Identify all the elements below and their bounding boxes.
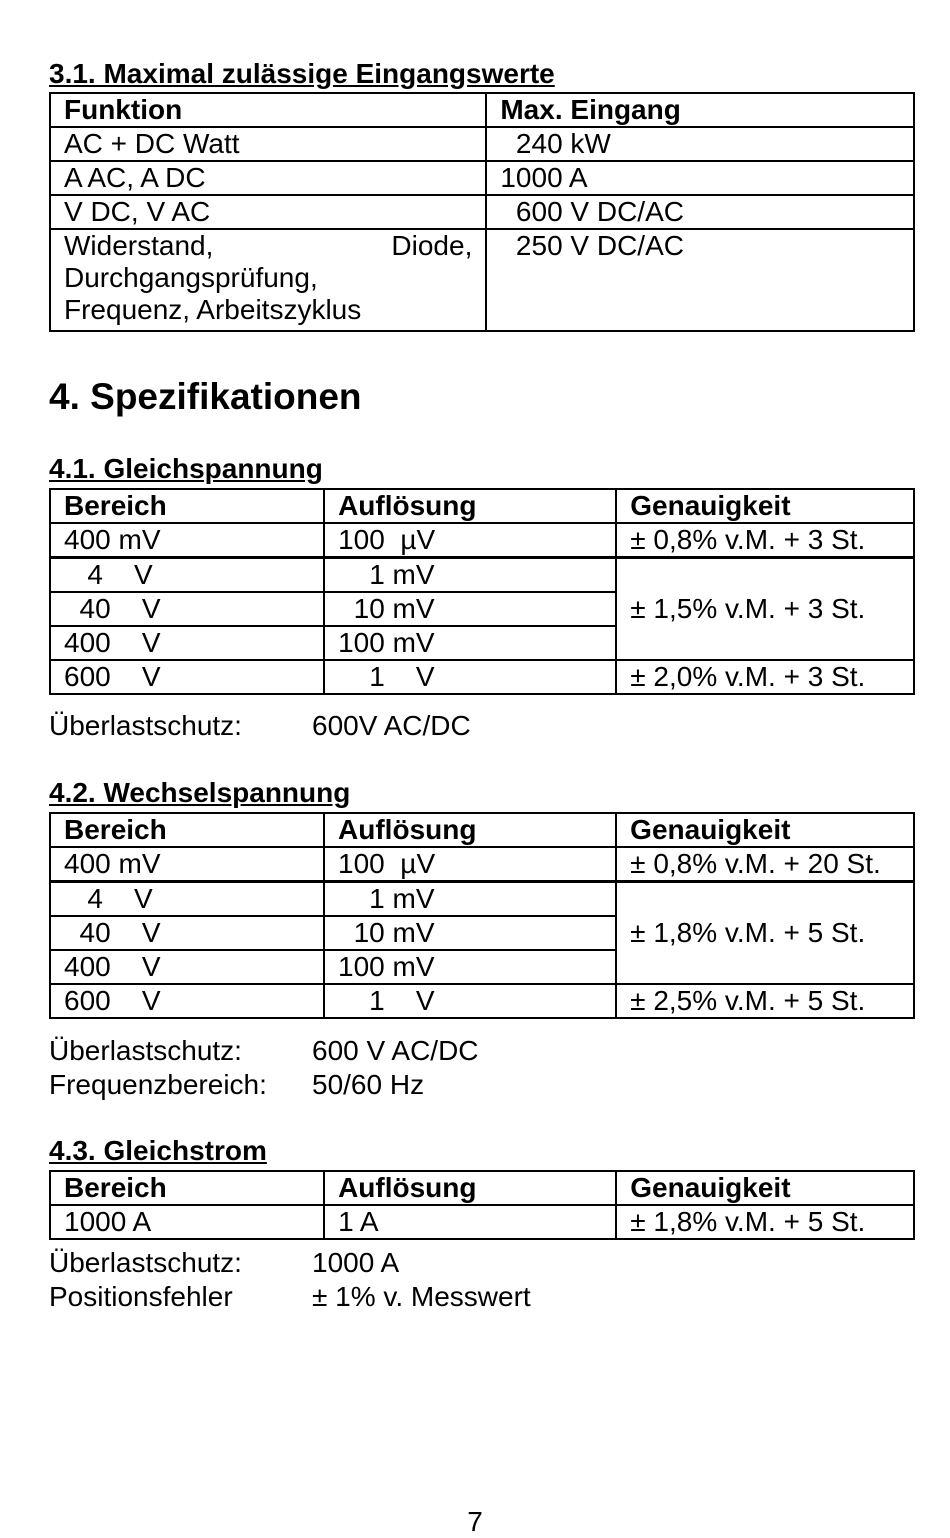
funktion-cell [50, 229, 486, 331]
table-row [50, 127, 914, 161]
header-bereich: Bereich [50, 813, 324, 847]
range-cell: 4 V [50, 882, 324, 917]
header-genauigkeit: Genauigkeit [616, 1171, 914, 1205]
section-title-ac-voltage: 4.2. Wechselspannung [49, 777, 351, 808]
position-error-note [49, 1280, 531, 1314]
note-label: Überlastschutz: [49, 1035, 242, 1066]
max-eingang-cell: 600 V DC/AC [486, 195, 914, 229]
header-genauigkeit: Genauigkeit [616, 813, 914, 847]
header-bereich: Bereich [50, 1171, 324, 1205]
accuracy-cell: ± 1,8% v.M. + 5 St. [616, 1205, 914, 1239]
resolution-cell: 100 µV [324, 847, 616, 882]
resolution-cell: 1 mV [324, 882, 616, 917]
table-row [50, 195, 914, 229]
accuracy-cell: ± 1,8% v.M. + 5 St. [616, 882, 914, 985]
note-value: 1000 A [312, 1247, 400, 1278]
overload-note [49, 1246, 399, 1280]
range-cell: 400 mV [50, 523, 324, 558]
range-cell: 400 mV [50, 847, 324, 882]
funktion-rest: Durchgangsprüfung, Frequenz, Arbeitszyklus [64, 262, 362, 325]
note-label: Frequenzbereich: [49, 1069, 267, 1100]
table-header-row [50, 1171, 914, 1205]
range-cell: 40 V [50, 592, 324, 626]
table-row [50, 660, 914, 694]
header-aufloesung: Auflösung [324, 1171, 616, 1205]
note-value: ± 1% v. Messwert [312, 1281, 531, 1312]
frequency-note [49, 1068, 424, 1102]
dc-voltage-table [49, 488, 915, 695]
accuracy-cell: ± 0,8% v.M. + 20 St. [616, 847, 914, 882]
section-title-dc-voltage: 4.1. Gleichspannung [49, 453, 323, 484]
note-value: 600 V AC/DC [312, 1035, 479, 1066]
table-header-row [50, 489, 914, 523]
table-row [50, 882, 914, 917]
resolution-cell: 1 mV [324, 558, 616, 593]
max-eingang-cell: 250 V DC/AC [486, 229, 914, 331]
note-label: Positionsfehler [49, 1281, 233, 1312]
section-title-dc-current: 4.3. Gleichstrom [49, 1135, 267, 1166]
header-funktion: Funktion [50, 93, 486, 127]
accuracy-cell: ± 1,5% v.M. + 3 St. [616, 558, 914, 661]
funktion-text: Widerstand, [64, 230, 214, 261]
table-row [50, 847, 914, 882]
range-cell: 400 V [50, 950, 324, 984]
range-cell: 1000 A [50, 1205, 324, 1239]
table-row [50, 1205, 914, 1239]
funktion-cell: AC + DC Watt [50, 127, 486, 161]
resolution-cell: 10 mV [324, 592, 616, 626]
funktion-text: Diode, [391, 230, 473, 261]
table-header-row [50, 93, 914, 127]
range-cell: 600 V [50, 984, 324, 1018]
table-row [50, 523, 914, 558]
header-bereich: Bereich [50, 489, 324, 523]
dc-current-table [49, 1170, 915, 1240]
section-title-specifications: 4. Spezifikationen [49, 376, 362, 417]
accuracy-cell: ± 0,8% v.M. + 3 St. [616, 523, 914, 558]
note-value: 600V AC/DC [312, 710, 471, 741]
resolution-cell: 100 µV [324, 523, 616, 558]
section-title-max-input: 3.1. Maximal zulässige Eingangswerte [49, 58, 555, 89]
range-cell: 4 V [50, 558, 324, 593]
max-input-table [49, 92, 915, 332]
accuracy-cell: ± 2,0% v.M. + 3 St. [616, 660, 914, 694]
header-aufloesung: Auflösung [324, 489, 616, 523]
resolution-cell: 1 V [324, 660, 616, 694]
range-cell: 600 V [50, 660, 324, 694]
resolution-cell: 1 V [324, 984, 616, 1018]
resolution-cell: 100 mV [324, 950, 616, 984]
table-row [50, 558, 914, 593]
funktion-cell: V DC, V AC [50, 195, 486, 229]
note-label: Überlastschutz: [49, 710, 242, 741]
table-row [50, 229, 914, 331]
max-eingang-cell: 240 kW [486, 127, 914, 161]
range-cell: 400 V [50, 626, 324, 660]
table-row [50, 984, 914, 1018]
resolution-cell: 10 mV [324, 916, 616, 950]
header-max-eingang: Max. Eingang [486, 93, 914, 127]
page-number: 7 [467, 1506, 483, 1537]
resolution-cell: 100 mV [324, 626, 616, 660]
max-eingang-cell: 1000 A [486, 161, 914, 195]
table-header-row [50, 813, 914, 847]
header-aufloesung: Auflösung [324, 813, 616, 847]
table-row [50, 161, 914, 195]
overload-note [49, 709, 471, 743]
funktion-cell: A AC, A DC [50, 161, 486, 195]
note-label: Überlastschutz: [49, 1247, 242, 1278]
header-genauigkeit: Genauigkeit [616, 489, 914, 523]
ac-voltage-table [49, 812, 915, 1019]
overload-note [49, 1034, 479, 1068]
note-value: 50/60 Hz [312, 1069, 425, 1100]
range-cell: 40 V [50, 916, 324, 950]
accuracy-cell: ± 2,5% v.M. + 5 St. [616, 984, 914, 1018]
resolution-cell: 1 A [324, 1205, 616, 1239]
funktion-line-1 [64, 230, 485, 262]
